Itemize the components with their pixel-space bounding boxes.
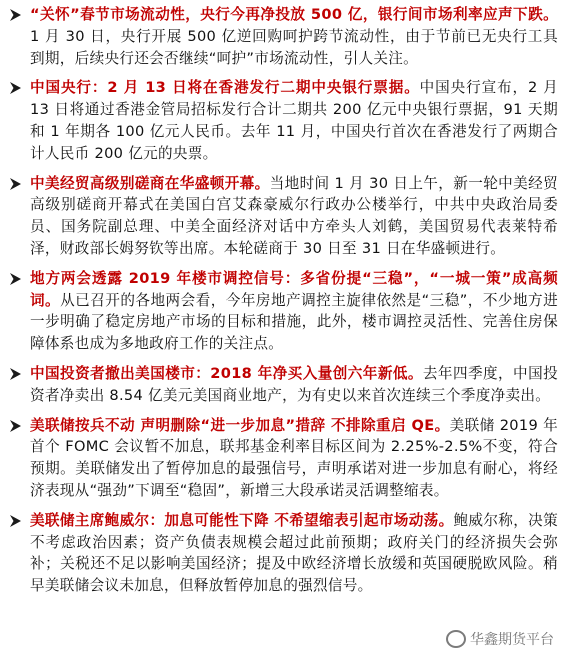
watermark: [446, 629, 554, 649]
right-arrow-bullet-icon: [6, 512, 24, 530]
right-arrow-bullet-icon: [6, 6, 24, 24]
news-body: 1 月 30 日，央行开展 500 亿逆回购呵护跨节流动性，由于节前已无央行工具到期，后续央行还会否继续“呵护”市场流动性，引人关注。: [30, 27, 558, 67]
news-item-text: [30, 77, 558, 164]
news-headline: 地方两会透露 2019 年楼市调控信号：多省份提“三稳”，“一城一策”成高频词。: [30, 269, 558, 309]
news-item: [6, 363, 558, 407]
news-body: 鲍威尔称，决策不考虑政治因素；资产负债表规模会超过此前预期；政府关门的经济损失会弥补；关税还不足以影响美国经济；提及中欧经济增长放缓和英国硬脱欧风险。稍早美联储会议未加息，但释放暂停加息的强烈信号。: [30, 511, 558, 595]
news-body: 去年四季度，中国投资者净卖出 8.54 亿美元美国商业地产，为有史以来首次连续三个季度净卖出。: [30, 364, 558, 404]
news-item: [6, 77, 558, 164]
news-headline: 美联储主席鲍威尔：加息可能性下降 不希望缩表引起市场动荡。: [30, 511, 454, 529]
news-headline: “关怀”春节市场流动性，央行今再净投放 500 亿，银行间市场利率应声下跌。: [30, 6, 558, 23]
right-arrow-bullet-icon: [6, 175, 24, 193]
news-body: 从已召开的各地两会看，今年房地产调控主旋律依然是“三稳”，不少地方进一步明确了稳定房地产市场的目标和措施，此外，楼市调控灵活性、完善住房保障体系也成为多地政府工作的关注点。: [30, 291, 558, 353]
news-item: [6, 4, 558, 69]
news-body: 当地时间 1 月 30 日上午，新一轮中美经贸高级别磋商开幕式在美国白宫艾森豪威尔行政办公楼举行，中共中央政治局委员、国务院副总理、中美全面经济对话中方牵头人刘鹤，美国贸易代表莱特希泽，财政部长姆努钦等出席。本轮磋商于 30 日至 31 日在华盛顿进行。: [30, 174, 558, 257]
wechat-logo-icon: [446, 630, 466, 648]
right-arrow-bullet-icon: [6, 365, 24, 383]
news-item-text: [30, 173, 558, 260]
news-headline: 美联储按兵不动 声明删除“进一步加息”措辞 不排除重启 QE。: [30, 416, 450, 434]
right-arrow-bullet-icon: [6, 417, 24, 435]
news-body: 美联储 2019 年首个 FOMC 会议暂不加息，联邦基金利率目标区间为 2.25%-2.5%不变，符合预期。美联储发出了暂停加息的最强信号，声明承诺对进一步加息有耐心，将经济表现从“强劲”下调至“稳固”，新增三大段承诺灵活调整缩表。: [30, 416, 558, 499]
news-item-text: [30, 510, 558, 597]
news-item: [6, 173, 558, 260]
watermark-text: 华鑫期货平台: [470, 632, 554, 648]
news-item-text: [30, 363, 558, 407]
right-arrow-bullet-icon: [6, 79, 24, 97]
news-headline: 中国央行：2 月 13 日将在香港发行二期中央银行票据。: [30, 79, 420, 97]
news-body: 中国央行宣布，2 月 13 日将通过香港金管局招标发行合计二期共 200 亿元中央银行票据，91 天期和 1 年期各 100 亿元人民币。去年 11 月，中国央行首次在香港发行了两期合计人民币 200 亿元的央票。: [30, 79, 558, 162]
right-arrow-bullet-icon: [6, 270, 24, 288]
news-item-text: [30, 268, 558, 355]
news-headline: 中国投资者撤出美国楼市：2018 年净买入量创六年新低。: [30, 364, 423, 382]
news-item: [6, 268, 558, 355]
news-item: [6, 415, 558, 502]
news-item-text: [30, 415, 558, 502]
news-headline: 中美经贸高级别磋商在华盛顿开幕。: [30, 174, 270, 192]
news-item-text: [30, 4, 558, 69]
news-item: [6, 510, 558, 597]
